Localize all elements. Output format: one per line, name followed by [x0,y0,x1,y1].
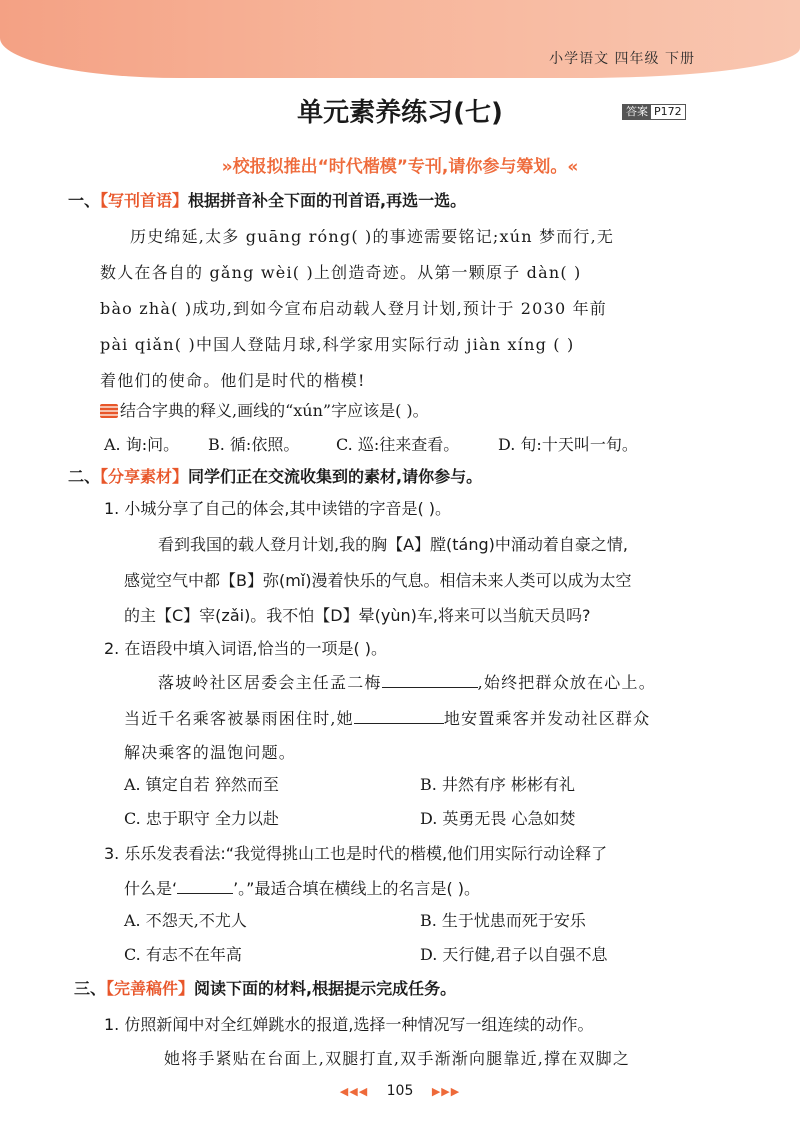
left-arrows-icon: ◀◀◀ [339,1085,369,1098]
s2-q2-blank-1[interactable] [382,687,478,688]
s2-q3-line-2a: 什么是‘ [124,879,178,898]
s2-q2-stem: 2. 在语段中填入词语,恰当的一项是( )。 [104,639,388,658]
s2-q3-option-d: D. 天行健,君子以自强不息 [420,945,608,964]
s1-question [100,398,429,421]
section-1-number: 一、 [68,191,101,210]
s2-q2-blank-2[interactable] [354,723,444,724]
s1-option-a: A. 询:问。 [104,435,180,454]
page-title: 单元素养练习(七) [297,98,503,128]
answer-tag [622,104,686,120]
s2-q2-option-a: A. 镇定自若 猝然而至 [124,775,279,794]
page-footer [0,1083,800,1099]
answer-page: P172 [654,105,682,118]
section-2-tag: 【分享素材】 [100,467,189,486]
s2-q3-option-a: A. 不怨天,不尤人 [124,911,247,930]
section-2-heading [68,464,482,487]
s2-q3-blank[interactable] [177,893,233,894]
s2-q3-option-b: B. 生于忧患而死于安乐 [420,911,586,930]
s2-q2-line-1a: 落坡岭社区居委会主任孟二梅 [158,673,382,692]
s3-q1-stem: 1. 仿照新闻中对全红婵跳水的报道,选择一种情况写一组连续的动作。 [104,1015,594,1034]
running-head: 小学语文 四年级 下册 [549,51,695,67]
s2-q2-option-b: B. 井然有序 彬彬有礼 [420,775,576,794]
right-arrows-icon: ▶▶▶ [431,1085,461,1098]
section-1-heading [68,188,466,211]
s1-line-1: 历史绵延,太多 guāng róng( )的事迹需要铭记;xún 梦而行,无 [130,227,615,246]
s1-line-3: bào zhà( )成功,到如今宣布启动载人登月计划,预计于 2030 年前 [100,299,608,318]
s1-option-c: C. 巡:往来查看。 [336,435,460,454]
s2-q3-line-2 [124,876,480,899]
section-2-prompt: 同学们正在交流收集到的素材,请你参与。 [188,467,483,486]
section-1-tag: 【写刊首语】 [100,191,189,210]
s2-q2-line-1 [158,670,656,693]
s1-question-text: 结合字典的释义,画线的“xún”字应该是( )。 [120,401,429,420]
s2-q3-option-c: C. 有志不在年高 [124,945,242,964]
s2-q2-line-1b: ,始终把群众放在心上。 [477,673,656,692]
s1-option-b: B. 循:依照。 [208,435,300,454]
section-2-number: 二、 [68,467,101,486]
s2-q2-line-2b: 地安置乘客并发动社区群众 [443,709,651,728]
section-3-prompt: 阅读下面的材料,根据提示完成任务。 [194,979,457,998]
s2-q2-line-2 [124,706,650,729]
s1-option-d: D. 旬:十天叫一旬。 [498,435,638,454]
section-1-prompt: 根据拼音补全下面的刊首语,再选一选。 [188,191,467,210]
banner: »校报拟推出“时代楷模”专刊,请你参与筹划。« [221,157,579,177]
s2-q1-line-3: 的主【C】宰(zǎi)。我不怕【D】晕(yùn)车,将来可以当航天员吗? [124,606,591,625]
s2-q2-line-2a: 当近千名乘客被暴雨困住时,她 [124,709,354,728]
s2-q1-line-1: 看到我国的载人登月计划,我的胸【A】膛(táng)中涌动着自豪之情, [158,535,628,554]
s2-q1-line-2: 感觉空气中都【B】弥(mǐ)漫着快乐的气息。相信未来人类可以成为太空 [124,571,632,590]
section-3-heading [74,976,456,999]
book-icon [100,404,118,418]
s1-line-2: 数人在各自的 gǎng wèi( )上创造奇迹。从第一颗原子 dàn( ) [100,263,582,282]
s2-q1-stem: 1. 小城分享了自己的体会,其中读错的字音是( )。 [104,499,452,518]
page-number: 105 [386,1083,414,1099]
s3-q1-line: 她将手紧贴在台面上,双腿打直,双手渐渐向腿靠近,撑在双脚之 [164,1049,631,1068]
s2-q3-stem: 3. 乐乐发表看法:“我觉得挑山工也是时代的楷模,他们用实际行动诠释了 [104,844,608,863]
s2-q3-line-2b: ’。”最适合填在横线上的名言是( )。 [233,879,481,898]
s2-q2-option-c: C. 忠于职守 全力以赴 [124,809,279,828]
s2-q2-option-d: D. 英勇无畏 心急如焚 [420,809,576,828]
s2-q2-line-3: 解决乘客的温饱问题。 [124,743,297,762]
section-3-number: 三、 [74,979,107,998]
section-3-tag: 【完善稿件】 [106,979,195,998]
s1-line-4: pài qiǎn( )中国人登陆月球,科学家用实际行动 jiàn xíng ( ) [100,335,575,354]
s1-line-5: 着他们的使命。他们是时代的楷模! [100,371,366,390]
answer-label: 答案 [623,105,651,119]
